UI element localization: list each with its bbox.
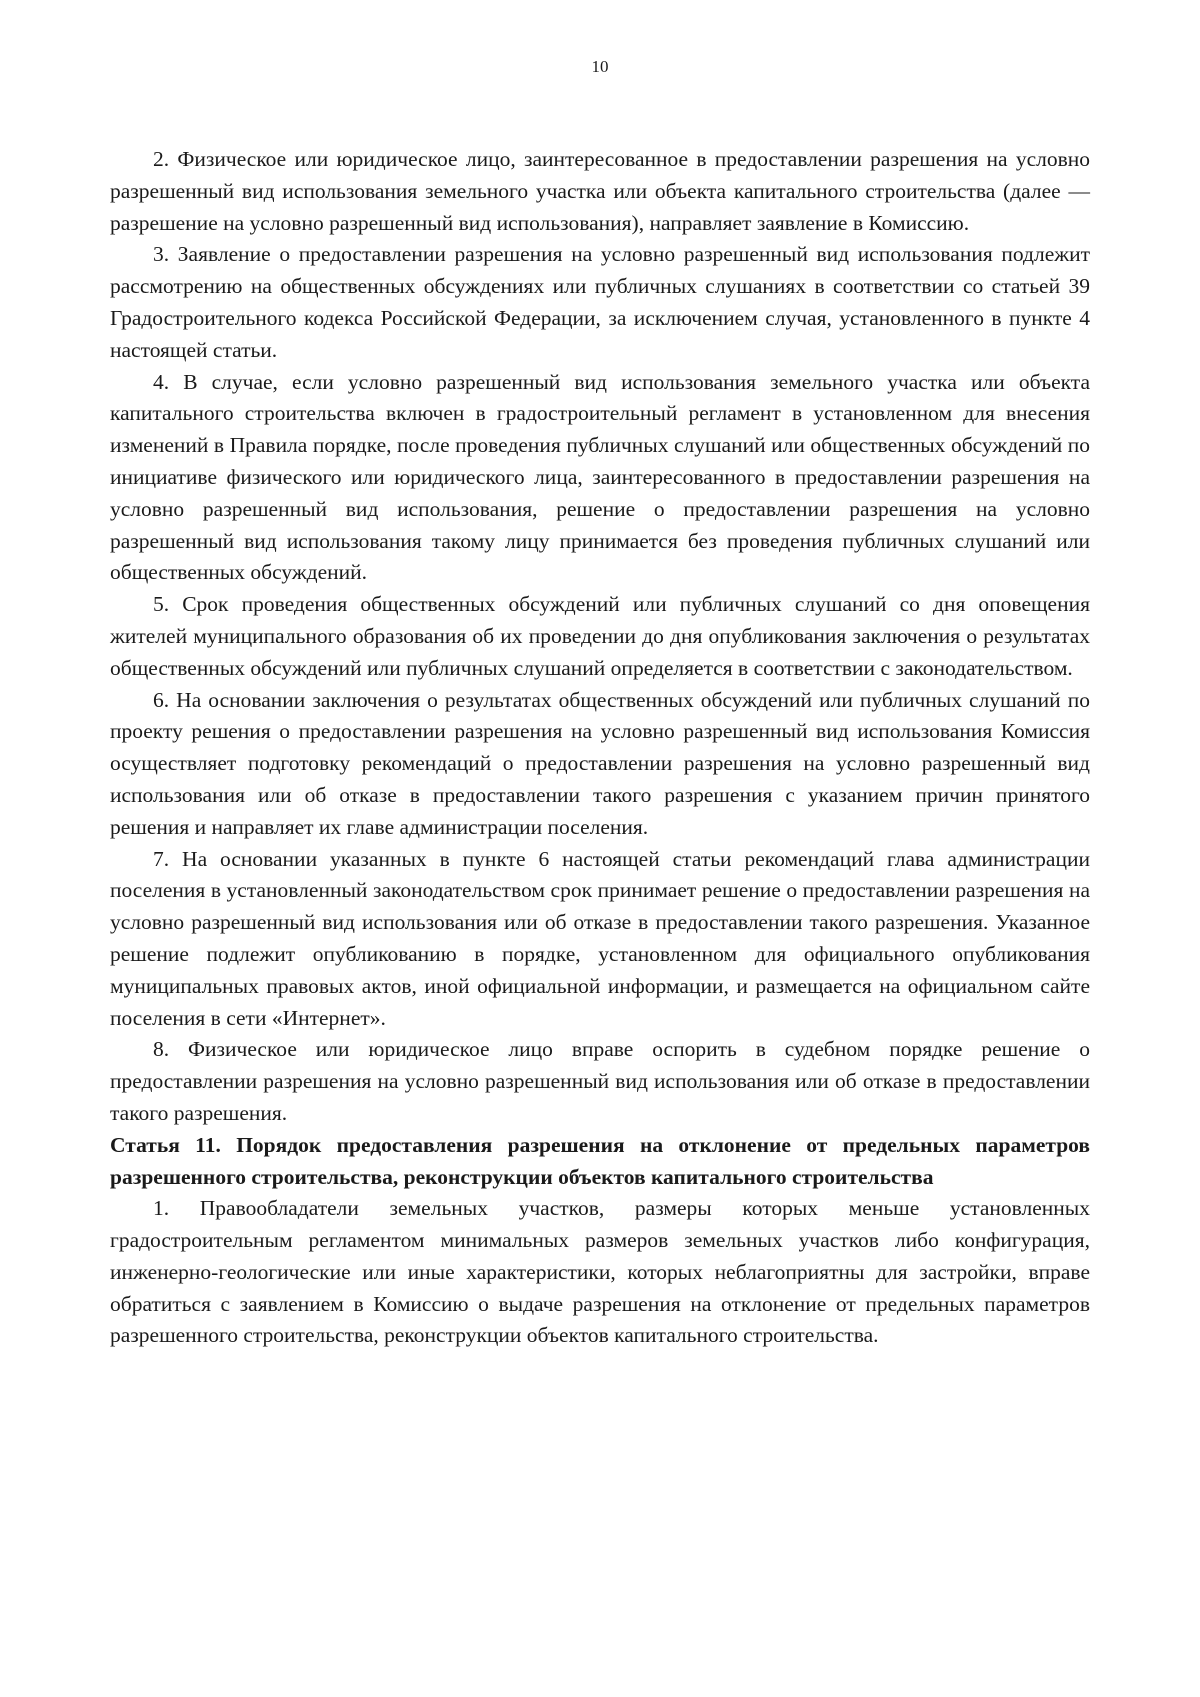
page-number: 10 (591, 57, 609, 76)
paragraph-4: 4. В случае, если условно разрешенный вид использования земельного участка или объекта капитального строительства включен в градостроительный регламент в установленном для внесения изменений в Правила порядке, после проведения публичных слушаний или общественных обсуждений по инициативе физического или юридического лица, заинтересованного в предоставлении разрешения на условно разрешенный вид использования, решение о предоставлении разрешения на условно разрешенный вид использования такому лицу принимается без проведения публичных слушаний или общественных обсуждений. (110, 369, 1090, 585)
paragraph-6: 6. На основании заключения о результатах общественных обсуждений или публичных слушаний по проекту решения о предоставлении разрешения на условно разрешенный вид использования Комиссия осуществляет подготовку рекомендаций о предоставлении разрешения на условно разрешенный вид использования или об отказе в предоставлении такого разрешения с указанием причин принятого решения и направляет их главе администрации поселения. (110, 687, 1090, 839)
paragraph-3: 3. Заявление о предоставлении разрешения на условно разрешенный вид использования подлежит рассмотрению на общественных обсуждениях или публичных слушаниях в соответствии со статьей 39 Градостроительного кодекса Российской Федерации, за исключением случая, установленного в пункте 4 настоящей статьи. (110, 242, 1090, 362)
paragraph-5: 5. Срок проведения общественных обсуждений или публичных слушаний со дня оповещения жителей муниципального образования об их проведении до дня опубликования заключения о результатах общественных обсуждений или публичных слушаний определяется в соответствии с законодательством. (110, 592, 1090, 680)
document-body (110, 144, 1090, 1352)
article-11-paragraph-1: 1. Правообладатели земельных участков, размеры которых меньше установленных градостроительным регламентом минимальных размеров земельных участков либо конфигурация, инженерно-геологические или иные характеристики, которых неблагоприятны для застройки, вправе обратиться с заявлением в Комиссию о выдаче разрешения на отклонение от предельных параметров разрешенного строительства, реконструкции объектов капитального строительства. (110, 1196, 1090, 1348)
paragraph-7: 7. На основании указанных в пункте 6 настоящей статьи рекомендаций глава администрации поселения в установленный законодательством срок принимает решение о предоставлении разрешения на условно разрешенный вид использования или об отказе в предоставлении такого разрешения. Указанное решение подлежит опубликованию в порядке, установленном для официального опубликования муниципальных правовых актов, иной официальной информации, и размещается на официальном сайте поселения в сети «Интернет». (110, 846, 1090, 1030)
paragraph-2: 2. Физическое или юридическое лицо, заинтересованное в предоставлении разрешения на условно разрешенный вид использования земельного участка или объекта капитального строительства (далее — разрешение на условно разрешенный вид использования), направляет заявление в Комиссию. (110, 147, 1090, 235)
paragraph-8: 8. Физическое или юридическое лицо вправе оспорить в судебном порядке решение о предоставлении разрешения на условно разрешенный вид использования или об отказе в предоставлении такого разрешения. (110, 1037, 1090, 1125)
article-11-heading: Статья 11. Порядок предоставления разрешения на отклонение от предельных параметров разрешенного строительства, реконструкции объектов капитального строительства (110, 1132, 1090, 1189)
